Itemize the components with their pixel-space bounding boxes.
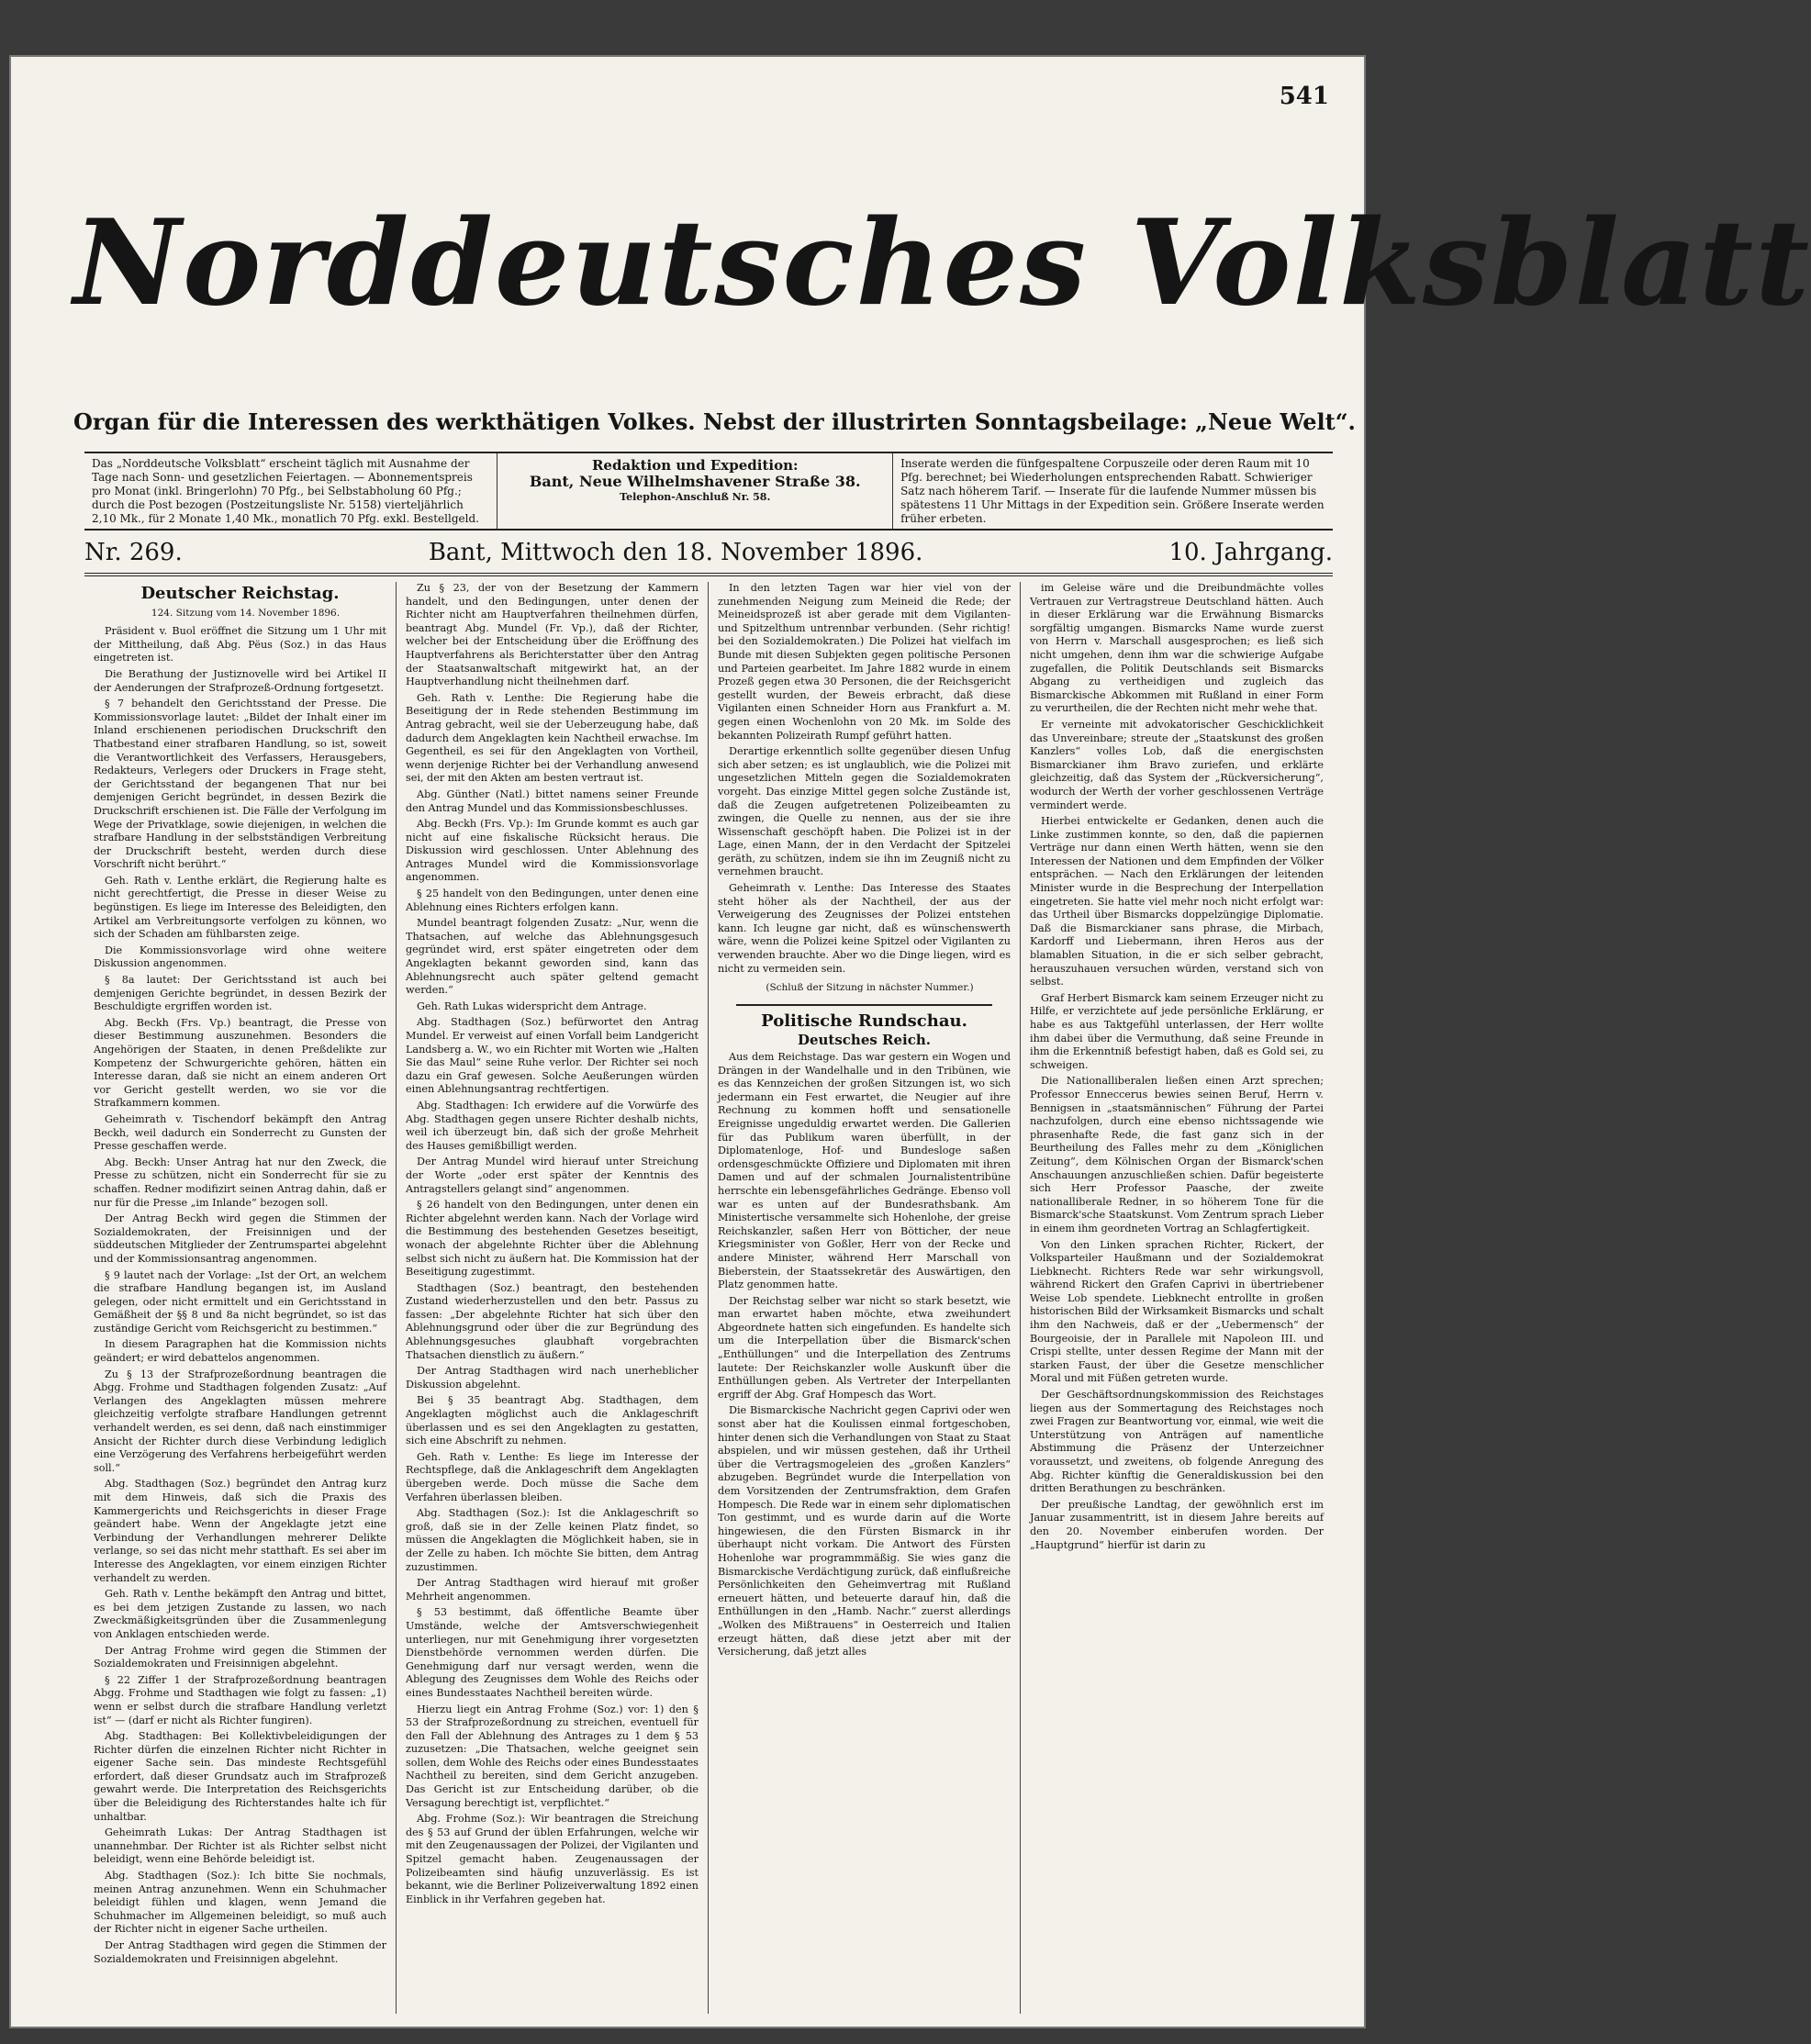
column-3 bbox=[709, 582, 1021, 2014]
paragraph: Abg. Stadthagen (Soz.): Ist die Anklageschrift so groß, daß sie in der Zelle keinen Platz findet, so müssen die Angeklagten die Möglichkeit haben, sie in der Zelle zu haben. Ich möchte Sie bitten, dem Antrag zuzustimmen. bbox=[406, 1507, 699, 1573]
paragraph: In den letzten Tagen war hier viel von der zunehmenden Neigung zum Meineid die Rede; der Meineidsprozeß ist aber gerade mit dem Vigilanten- und Spitzelthum untrennbar verbunden. (Sehr richtig! bei den Sozialdemokraten.) Die Polizei hat vielfach im Bunde mit diesen Subjekten gegen politische Personen und Parteien gearbeitet. Im Jahre 1882 wurde in einem Prozeß gegen etwa 30 Personen, die der Reichsgericht gestellt wurden, der Beweis erbracht, daß diese Vigilanten einen Schneider Horn aus Frankfurt a. M. gegen einen Wochenlohn von 20 Mk. im Solde des bekannten Polizeirath Rumpf geführt hatten. bbox=[718, 582, 1011, 742]
paragraph: im Geleise wäre und die Dreibundmächte volles Vertrauen zur Vertragstreue Deutschland hätten. Auch in dieser Erklärung war die Erwähnung Bismarcks sorgfältig umgangen. Bismarcks Name wurde zuerst von Herrn v. Marschall ausgesprochen; es ließ sich nicht umgehen, denn ihm war die schwierige Aufgabe zugefallen, die Politik Deutschlands seit Bismarcks Abgang zu vertheidigen und zugleich das Bismarckische Abkommen mit Rußland in einer Form zu verurtheilen, die der Rechten nicht mehr wehe that. bbox=[1030, 582, 1324, 715]
editorial-title: Redaktion und Expedition: bbox=[591, 457, 799, 474]
section-heading-reichstag: Deutscher Reichstag. bbox=[140, 584, 340, 603]
paragraph: Hierzu liegt ein Antrag Frohme (Soz.) vor: 1) den § 53 der Strafprozeßordnung zu streichen, eventuell für den Fall der Ablehnung des Antrages zu 1 dem § 53 zuzusetzen: „Die Thatsachen, welche geeignet sein sollen, dem Wohle des Reichs oder eines Bundesstaates Nachtheil zu bereiten, sind dem Gericht anzugeben. Das Gericht ist zur Entscheidung darüber, ob die Versagung berechtigt ist, verpflichtet.“ bbox=[406, 1703, 699, 1809]
article-columns bbox=[84, 582, 1333, 2014]
paragraph: § 25 handelt von den Bedingungen, unter denen eine Ablehnung eines Richters erfolgen kann. bbox=[406, 888, 699, 913]
paragraph: Abg. Stadthagen (Soz.) befürwortet den Antrag Mundel. Er verweist auf einen Vorfall beim Landgericht Landsberg a. W., wo ein Richter mit Worten wie „Halten Sie das Maul“ seine Ruhe verlor. Der Richter sei noch dazu ein Graf gewesen. Solche Aeußerungen würden einen Ablehnungsantrag rechtfertigen. bbox=[406, 1016, 699, 1096]
paragraph: Geheimrath v. Tischendorf bekämpft den Antrag Beckh, weil dadurch ein Sonderrecht zu Gunsten der Presse geschaffen werde. bbox=[94, 1112, 386, 1153]
paragraph: Mundel beantragt folgenden Zusatz: „Nur, wenn die Thatsachen, auf welche das Ablehnungsgesuch gegründet wird, erst später eingetreten oder dem Angeklagten bekannt geworden sind, kann das Ablehnungsrecht auch später geltend gemacht werden.“ bbox=[406, 917, 699, 997]
paragraph: Präsident v. Buol eröffnet die Sitzung um 1 Uhr mit der Mittheilung, daß Abg. Pëus (Soz.) in das Haus eingetreten ist. bbox=[94, 625, 386, 665]
paragraph: Abg. Stadthagen (Soz.): Ich bitte Sie nochmals, meinen Antrag anzunehmen. Wenn ein Schuhmacher beleidigt fühlen und klagen, wenn Jemand die Schuhmacher im Allgemeinen beleidigt, so muß auch der Richter nicht in eigener Sache urtheilen. bbox=[94, 1870, 386, 1936]
subsection-heading-reich: Deutsches Reich. bbox=[797, 1032, 932, 1049]
page-number: 541 bbox=[1279, 83, 1329, 110]
paragraph: Geh. Rath Lukas widerspricht dem Antrage. bbox=[417, 1000, 647, 1012]
paragraph: § 9 lautet nach der Vorlage: „Ist der Ort, an welchem die strafbare Handlung begangen ist, im Ausland gelegen, oder nicht ermittelt und ein Gerichtsstand in Gemäßheit der §§ 8 und 8a nicht begründet, so ist das zuständige Gericht vom Reichsgericht zu bestimmen.“ bbox=[94, 1268, 386, 1335]
paragraph: Geh. Rath v. Lenthe bekämpft den Antrag und bittet, es bei dem jetzigen Zustande zu lassen, wo nach Zweckmäßigkeitsgründen über die Zusammenlegung von Anklagen entschieden werde. bbox=[94, 1588, 386, 1640]
paragraph: § 53 bestimmt, daß öffentliche Beamte über Umstände, welche der Amtsverschwiegenheit unterliegen, nur mit Genehmigung ihrer vorgesetzten Dienstbehörde vernommen werden dürfen. Die Genehmigung darf nur versagt werden, wenn die Ablegung des Zeugnisses dem Wohle des Reichs oder eines Bundesstaates Nachtheil bereiten würde. bbox=[406, 1606, 699, 1699]
editorial-info bbox=[497, 453, 893, 529]
paragraph: Abg. Beckh: Unser Antrag hat nur den Zweck, die Presse zu schützen, nicht ein Sonderrecht für sie zu schaffen. Redner modifizirt seinen Antrag dahin, daß er nur für die Presse „im Inlande“ bezogen soll. bbox=[94, 1156, 386, 1209]
paragraph: Geheimrath Lukas: Der Antrag Stadthagen ist unannehmbar. Der Richter ist als Richter selbst nicht beleidigt, wenn eine Behörde beleidigt ist. bbox=[94, 1826, 386, 1866]
paragraph: Hierbei entwickelte er Gedanken, denen auch die Linke zustimmen konnte, so den, daß die papiernen Verträge nur dann einen Werth hätten, wenn sie den Interessen der Nationen und dem Empfinden der Völker entsprächen. — Nach den Erklärungen der leitenden Minister wurde in die Besprechung der Interpellation eingetreten. Sie hatte viel mehr noch nicht erfolgt war: das Urtheil über Bismarcks doppelzüngige Diplomatie. Daß die Bismarckianer sans phrase, die Mirbach, Kardorff und Liebermann, ihren Heros aus der blamablen Situation, in die er sich selber gebracht, herauszuhauen versuchen würden, verstand sich von selbst. bbox=[1030, 815, 1324, 988]
paragraph: Der preußische Landtag, der gewöhnlich erst im Januar zusammentritt, ist in diesem Jahre bereits auf den 20. November einberufen worden. Der „Hauptgrund“ hierfür ist darin zu bbox=[1030, 1498, 1324, 1551]
paragraph: Geh. Rath v. Lenthe: Die Regierung habe die Beseitigung der in Rede stehenden Bestimmung im Antrag gebracht, weil sie der Ueberzeugung habe, daß dadurch dem Angeklagten kein Nachtheil erwachse. Im Gegentheil, es sei für den Angeklagten von Vortheil, wenn derjenige Richter bei der Verhandlung anwesend sei, der mit den Akten am besten vertraut ist. bbox=[406, 691, 699, 785]
editorial-phone: Telephon-Anschluß Nr. 58. bbox=[620, 491, 771, 503]
masthead-title: Norddeutsches Volksblatt bbox=[73, 195, 1811, 332]
paragraph: Stadthagen (Soz.) beantragt, den bestehenden Zustand wiederherzustellen und den betr. Passus zu fassen: „Der abgelehnte Richter hat sich über den Ablehnungsgrund oder über die zur Begründung des Ablehnungsgesuches glaubhaft vorgebrachten Thatsachen dienstlich zu äußern.“ bbox=[406, 1281, 699, 1361]
paragraph: Abg. Beckh (Frs. Vp.) beantragt, die Presse von dieser Bestimmung auszunehmen. Besonders die Angehörigen der Staaten, in denen Preßdelikte zur Kompetenz der Schwurgerichte gehören, hätten ein Interesse daran, daß sie nicht an einem anderen Ort vor Gericht gestellt werden, wo sie vor die Strafkammern kommen. bbox=[94, 1016, 386, 1110]
advertising-info: Inserate werden die fünfgespaltene Corpuszeile oder deren Raum mit 10 Pfg. berechnet; bei Wiederholungen entsprechenden Rabatt. Schwieriger Satz nach höherem Tarif. — Inserate für die laufende Nummer müssen bis spätestens 11 Uhr Mittags in der Expedition sein. Größere Inserate werden früher erbeten. bbox=[900, 457, 1325, 525]
paragraph: Der Antrag Stadthagen wird nach unerheblicher Diskussion abgelehnt. bbox=[406, 1365, 699, 1391]
paragraph: Abg. Frohme (Soz.): Wir beantragen die Streichung des § 53 auf Grund der üblen Erfahrungen, welche wir mit den Zeugenaussagen der Polizei, der Vigilanten und Spitzel gemacht haben. Zeugenaussagen der Polizeibeamten sind häufig unzuverlässig. Es ist bekannt, wie die Berliner Polizeiverwaltung 1892 einen Einblick in ihr Verfahren gegeben hat. bbox=[406, 1813, 699, 1905]
paragraph: Der Antrag Mundel wird hierauf unter Streichung der Worte „oder erst später der Kenntnis des Antragstellers gelangt sind“ angenommen. bbox=[406, 1156, 699, 1195]
paragraph: Zu § 13 der Strafprozeßordnung beantragen die Abgg. Frohme und Stadthagen folgenden Zusatz: „Auf Verlangen des Angeklagten müssen mehrere gleichzeitig verfolgte strafbare Handlungen getrennt verhandelt werden, es sei denn, daß nach einstimmiger Ansicht der Richter durch diese Verbindung lediglich eine Verzögerung des Verfahrens herbeigeführt werden soll.“ bbox=[94, 1368, 386, 1474]
subscription-info: Das „Norddeutsche Volksblatt“ erscheint täglich mit Ausnahme der Tage nach Sonn- und gesetzlichen Feiertagen. — Abonnementspreis pro Monat (inkl. Bringerlohn) 70 Pfg., bei Selbstabholung 60 Pfg.; durch die Post bezogen (Postzeitungsliste Nr. 5158) vierteljährlich 2,10 Mk., für 2 Monate 1,40 Mk., monatlich 70 Pfg. exkl. Bestellgeld. bbox=[84, 453, 497, 529]
paragraph: In diesem Paragraphen hat die Kommission nichts geändert; er wird debattelos angenommen. bbox=[94, 1338, 386, 1365]
paragraph: Der Antrag Beckh wird gegen die Stimmen der Sozialdemokraten, der Freisinnigen und der süddeutschen Mitglieder der Zentrumspartei abgelehnt und der Kommissionsantrag angenommen. bbox=[94, 1212, 386, 1265]
volume-year: 10. Jahrgang. bbox=[1168, 539, 1333, 566]
paragraph: Von den Linken sprachen Richter, Rickert, der Volksparteiler Haußmann und der Sozialdemokrat Liebknecht. Richters Rede war sehr wirkungsvoll, während Rickert den Grafen Caprivi in übertriebener Weise Lob spendete. Liebknecht entrollte in großen historischen Bild der Wirksamkeit Bismarcks und schalt ihm den Nachweis, daß er der „Uebermensch“ der Bourgeoisie, der in Parallele mit Napoleon III. und Crispi stellte, unter dessen Regime der Mann mit der starken Faust, der über die Gesetze menschlicher Moral und mit Füßen getreten wurde. bbox=[1030, 1238, 1324, 1385]
paragraph: Der Antrag Stadthagen wird gegen die Stimmen der Sozialdemokraten und Freisinnigen abgelehnt. bbox=[94, 1939, 386, 1965]
paragraph: Abg. Günther (Natl.) bittet namens seiner Freunde den Antrag Mundel und das Kommissionsbeschlusses. bbox=[406, 787, 699, 814]
paragraph: Zu § 23, der von der Besetzung der Kammern handelt, und den Bedingungen, unter denen der Richter nicht am Hauptverfahren theilnehmen dürfen, beantragt Abg. Mundel (Fr. Vp.), daß der Richter, welcher bei der Entscheidung über die Eröffnung des Hauptverfahrens als Berichterstatter über den Antrag der Staatsanwaltschaft mitgewirkt hat, an der Hauptverhandlung nicht theilnehmen darf. bbox=[406, 582, 699, 688]
issue-number: Nr. 269. bbox=[84, 539, 183, 566]
issue-date: Bant, Mittwoch den 18. November 1896. bbox=[428, 539, 923, 566]
paragraph: Geh. Rath v. Lenthe: Es liege im Interesse der Rechtspflege, daß die Anklageschrift dem Angeklagten übergeben werde. Doch müsse die Sache dem Verfahren überlassen bleiben. bbox=[406, 1450, 699, 1503]
paragraph: Abg. Stadthagen: Bei Kollektivbeleidigungen der Richter dürfen die einzelnen Richter nicht Richter in eigener Sache sein. Das mindeste Rechtsgefühl erfordert, daß dieser Grundsatz auch im Strafprozeß gewahrt werde. Die Interpretation des Reichsgerichts über die Beleidigung des Richterstandes halte ich für unhaltbar. bbox=[94, 1730, 386, 1823]
paragraph: § 7 behandelt den Gerichtsstand der Presse. Die Kommissionsvorlage lautet: „Bildet der Inhalt einer im Inland erschienenen periodischen Druckschrift den Thatbestand einer strafbaren Handlung, so ist, soweit die Verantwortlichkeit des Verfassers, Herausgebers, Redakteurs, Verlegers oder Druckers in Frage steht, der Gerichtsstand der begangenen That nur bei demjenigen Gericht begründet, in dessen Bezirk die Druckschrift erschienen ist. Die Fälle der Verfolgung im Wege der Privatklage, sowie diejenigen, in welchen die strafbare Handlung in der selbstständigen Verbreitung der Druckschrift besteht, werden durch diese Vorschrift nicht berührt.“ bbox=[94, 698, 386, 871]
column-4 bbox=[1021, 582, 1333, 2014]
paragraph: Er verneinte mit advokatorischer Geschicklichkeit das Unvereinbare; streute der „Staatskunst des großen Kanzlers“ volles Lob, daß die energischsten Bismarckianer ihm Bravo zuriefen, und erklärte gleichzeitig, daß das System der „Rückversicherung“, wodurch der Werth der vorher geschlossenen Verträge vermindert werde. bbox=[1030, 718, 1324, 811]
paragraph: Geh. Rath v. Lenthe erklärt, die Regierung halte es nicht gerechtfertigt, die Presse in dieser Weise zu begünstigen. Es liege im Interesse des Beleidigten, den Artikel am Verbreitungsorte verfolgen zu können, wo sich der Schaden am fühlbarsten zeige. bbox=[94, 874, 386, 941]
newspaper-page bbox=[9, 55, 1811, 2028]
paragraph: Die Bismarckische Nachricht gegen Caprivi oder wen sonst aber hat die Koulissen einmal fortgeschoben, hinter denen sich die Verhandlungen von Staat zu Staat abspielen, und wir müssen gestehen, daß ihr Urtheil über die Vertragsmogeleien des „großen Kanzlers“ abzugeben. Begründet wurde die Interpellation von dem Vorsitzenden der Zentrumsfraktion, dem Grafen Hompesch. Die Rede war in einem sehr diplomatischen Ton gestimmt, und es wurde darin auf die Worte hingewiesen, die den Fürsten Bismarck in ihr überhaupt nicht vorkam. Die Antwort des Fürsten Hohenlohe war programmmäßig. Sie wies ganz die Bismarckische Verdächtigung zurück, daß einflußreiche Persönlichkeiten den Geheimvertrag mit Rußland erneuert hätten, und beteuerte darauf hin, daß die Enthüllungen in den „Hamb. Nachr.“ zuerst allerdings „Wolken des Mißtrauens“ in Oesterreich und Italien erzeugt hätten, daß diese jetzt aber mit der Versicherung, daß jetzt alles bbox=[718, 1404, 1011, 1659]
column-1 bbox=[84, 582, 397, 2014]
paragraph: § 26 handelt von den Bedingungen, unter denen ein Richter abgelehnt werden kann. Nach der Vorlage wird die Bestimmung des bestehenden Gesetzes beseitigt, wonach der abgelehnte Richter über die Ablehnung selbst sich nicht zu äußern hat. Die Kommission hat der Beseitigung zugestimmt. bbox=[406, 1199, 699, 1279]
section-divider bbox=[736, 1004, 992, 1006]
paragraph: Der Geschäftsordnungskommission des Reichstages liegen aus der Sommertagung des Reichstages noch zwei Fragen zur Beantwortung vor, einmal, wie weit die Unterstützung von Anträgen auf namentliche Abstimmung die Präsenz der Unterzeichner voraussetzt, und zweitens, ob folgende Anregung des Abg. Richter künftig die Generaldiskussion bei den dritten Berathungen zu beschränken. bbox=[1030, 1389, 1324, 1495]
info-bar bbox=[84, 452, 1333, 531]
paragraph: Abg. Stadthagen (Soz.) begründet den Antrag kurz mit dem Hinweis, daß sich die Praxis des Kammergerichts und Reichsgerichts in dieser Frage geändert habe. Wenn der Angeklagte jetzt eine Verbindung der Verhandlungen mehrerer Delikte verlange, so sei das nicht mehr statthaft. Es sei aber im Interesse des Angeklagten, vor einem einzigen Richter verhandelt zu werden. bbox=[94, 1478, 386, 1584]
paragraph: Geheimrath v. Lenthe: Das Interesse des Staates steht höher als der Nachtheil, der aus der Verweigerung des Zeugnisses der Polizei entstehen kann. Ich leugne gar nicht, daß es wünschenswerth wäre, wenn die Polizei keine Spitzel oder Vigilanten zu verwenden brauchte. Aber wo die Dinge liegen, wird es nicht zu vermeiden sein. bbox=[718, 882, 1011, 975]
column-2 bbox=[397, 582, 709, 2014]
paragraph: Derartige erkenntlich sollte gegenüber diesen Unfug sich aber setzen; es ist unglaublich, wie die Polizei mit ungesetzlichen Mitteln gegen die Sozialdemokraten vorgeht. Das einzige Mittel gegen solche Zustände ist, daß die Zeugen aufgetretenen Polizeibeamten zu zwingen, die Quelle zu nennen, aus der sie ihre Wissenschaft geschöpft haben. Die Polizei ist in der Lage, einen Mann, der in den Verdacht der Spitzelei geräth, zu schützen, indem sie ihn im Zeugniß nicht zu vernehmen braucht. bbox=[718, 745, 1011, 878]
paragraph: Die Berathung der Justiznovelle wird bei Artikel II der Aenderungen der Strafprozeß-Ordnung fortgesetzt. bbox=[94, 667, 386, 694]
paragraph: Abg. Beckh (Frs. Vp.): Im Grunde kommt es auch gar nicht auf eine fiskalische Rücksicht heraus. Die Diskussion wird geschlossen. Unter Ablehnung des Antrages Mundel wird die Kommissionsvorlage angenommen. bbox=[406, 818, 699, 884]
paragraph: Die Kommissionsvorlage wird ohne weitere Diskussion angenommen. bbox=[94, 944, 386, 970]
paragraph: Aus dem Reichstage. Das war gestern ein Wogen und Drängen in der Wandelhalle und in den Tribünen, wie es das Kennzeichen der großen Sitzungen ist, wo sich jedermann ein Fest erwartet, die Neugier auf ihre Rechnung zu kommen hofft und sensationelle Ereignisse ungeduldig erwartet werden. Die Gallerien für das Publikum waren überfüllt, in der Diplomatenloge, Hof- und Bundesloge saßen ordensgeschmückte Offiziere und Diplomaten mit ihren Damen und auf der schmalen Journalistentribüne herrschte ein lebensgefährliches Gedränge. Ebenso voll war es unten auf der Bundesrathsbank. Am Ministertische versammelte sich Hohenlohe, der greise Reichskanzler, saßen Herr von Bötticher, der neue Kriegsminister von Goßler, Herr von der Recke und andere Minister, während Herr Marschall von Bieberstein, der Staatssekretär des Auswärtigen, den Platz genommen hatte. bbox=[718, 1051, 1011, 1291]
section-heading-rundschau: Politische Rundschau. bbox=[761, 1011, 967, 1031]
paragraph: Abg. Stadthagen: Ich erwidere auf die Vorwürfe des Abg. Stadthagen gegen unsere Richter deshalb nichts, weil ich überzeugt bin, daß sich der große Mehrheit des Hauses gemißbilligt werden. bbox=[406, 1099, 699, 1152]
paragraph: § 8a lautet: Der Gerichtsstand ist auch bei demjenigen Gerichte begründet, in dessen Bezirk der Beschuldigte ergriffen worden ist. bbox=[94, 974, 386, 1013]
session-line: 124. Sitzung vom 14. November 1896. bbox=[151, 607, 341, 619]
paragraph: Der Antrag Frohme wird gegen die Stimmen der Sozialdemokraten und Freisinnigen abgelehnt. bbox=[94, 1644, 386, 1670]
paragraph: Der Antrag Stadthagen wird hierauf mit großer Mehrheit angenommen. bbox=[406, 1577, 699, 1603]
session-end-note: (Schluß der Sitzung in nächster Nummer.) bbox=[766, 982, 974, 994]
masthead-subtitle: Organ für die Interessen des werkthätigen Volkes. Nebst der illustrirten Sonntagsbeilage: „Neue Welt“. bbox=[73, 408, 1356, 435]
paragraph: § 22 Ziffer 1 der Strafprozeßordnung beantragen Abgg. Frohme und Stadthagen wie folgt zu fassen: „1) wenn er selbst durch die strafbare Handlung verletzt ist“ — (darf er nicht als Richter fungiren). bbox=[94, 1673, 386, 1726]
paragraph: Bei § 35 beantragt Abg. Stadthagen, dem Angeklagten möglichst auch die Anklageschrift überlassen und es sei den Angeklagten zu gestatten, sich eine Abschrift zu nehmen. bbox=[406, 1394, 699, 1447]
paragraph: Graf Herbert Bismarck kam seinem Erzeuger nicht zu Hilfe, er verzichtete auf jede persönliche Erklärung, er habe es aus Taktgefühl unterlassen, der Herr wollte ihm dabei über die Vermuthung, daß seine Freunde in ihm die Erkenntniß befestigt haben, daß es Gold sei, zu schweigen. bbox=[1030, 991, 1324, 1071]
dateline bbox=[84, 532, 1333, 576]
paragraph: Der Reichstag selber war nicht so stark besetzt, wie man erwartet haben möchte, etwa zweihundert Abgeordnete hatten sich eingefunden. Es handelte sich um die Interpellation über die Bismarck'schen „Enthüllungen“ und die Interpellation des Zentrums lautete: Der Reichskanzler wolle Auskunft über die Enthüllungen geben. Als Vertreter der Interpellanten ergriff der Abg. Graf Hompesch das Wort. bbox=[718, 1294, 1011, 1401]
editorial-address: Bant, Neue Wilhelmshavener Straße 38. bbox=[529, 473, 861, 490]
paragraph: Die Nationalliberalen ließen einen Arzt sprechen; Professor Enneccerus bewies seinen Beruf, Herrn v. Bennigsen in „staatsmännischen“ Führung der Partei nachzufolgen, durch eine ebenso nichtssagende wie phrasenhafte Rede, die fast ganz sich in der Beurtheilung des Falles mehr zu dem „Königlichen Zeitung“, dem Kölnischen Organ der Bismarck'schen Anschauungen anzuschließen schien. Dafür begeisterte sich Herr Professor Paasche, der zweite nationalliberale Redner, in so höherem Tone für die Bismarck'sche Staatskunst. Vom Zentrum sprach Lieber in einem ihm geordneten Vortrag an Schlagfertigkeit. bbox=[1030, 1075, 1324, 1234]
